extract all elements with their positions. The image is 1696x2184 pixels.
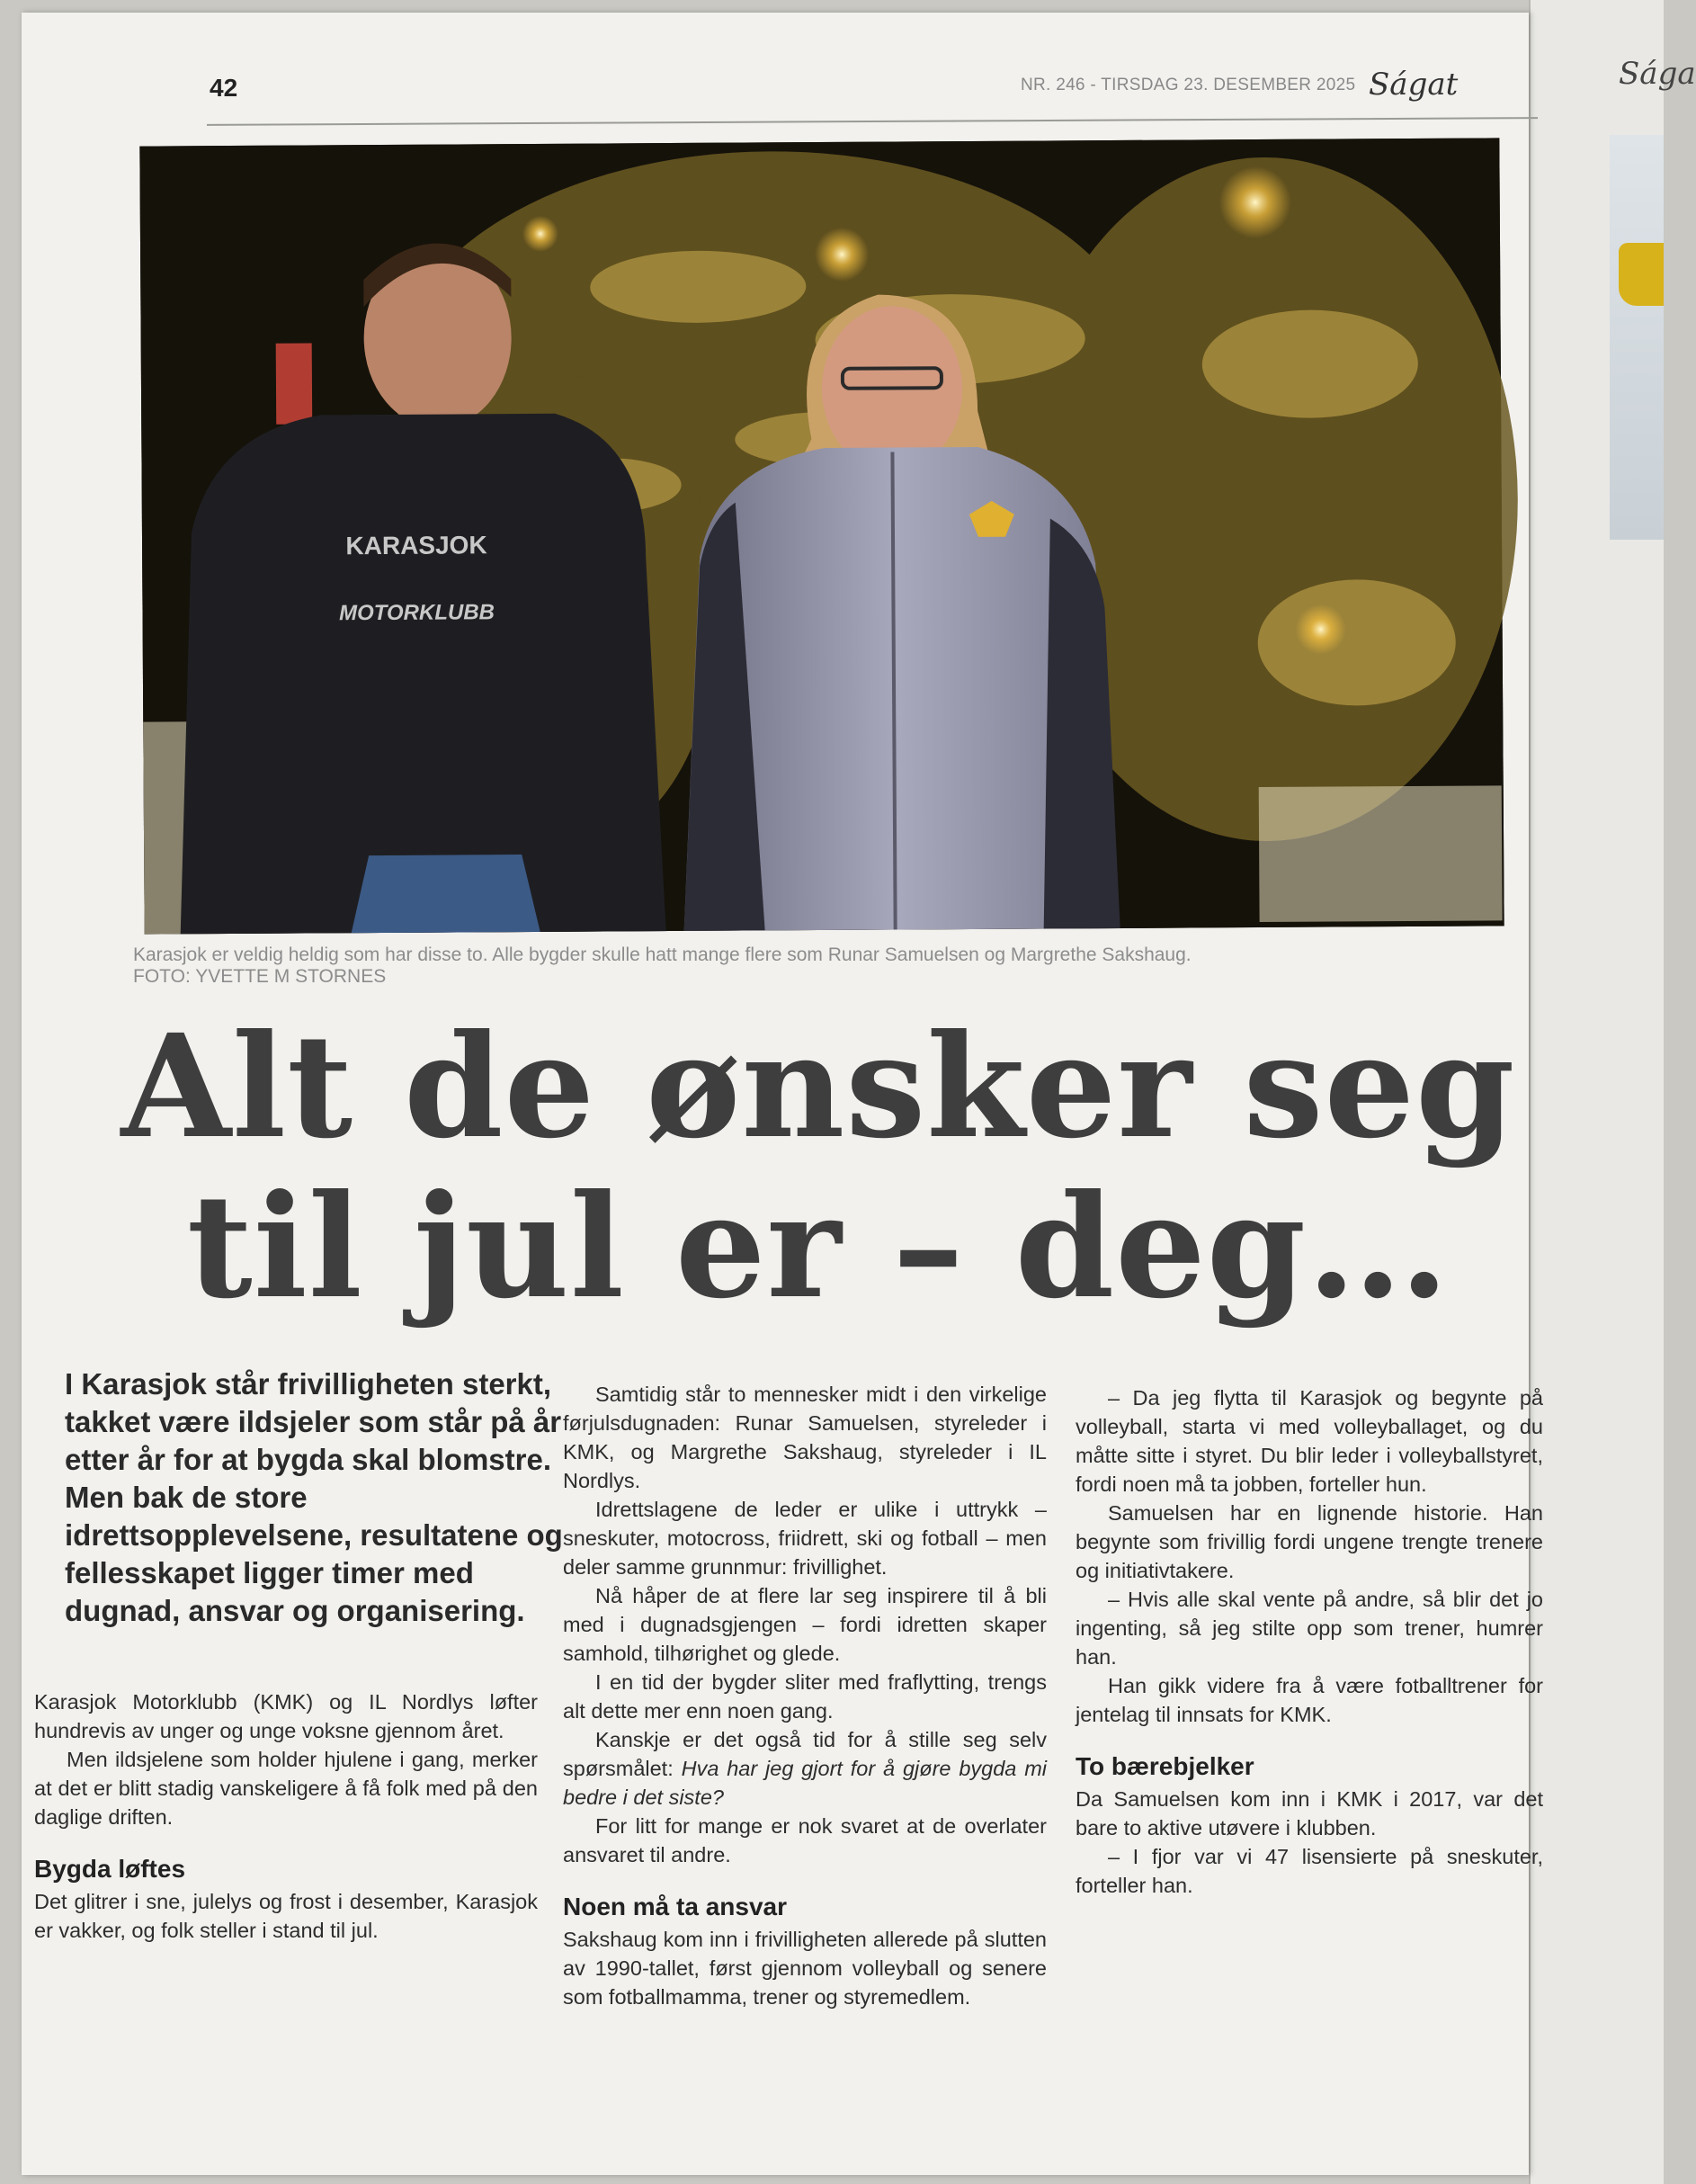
photo-caption	[133, 944, 1192, 988]
article-column-3	[1076, 1383, 1543, 1900]
subheading: To bærebjelker	[1076, 1752, 1254, 1780]
paragraph: – I fjor var vi 47 lisensierte på sneskuter, forteller han.	[1076, 1845, 1543, 1897]
paragraph: Idrettslagene de leder er ulike i uttrykk – sneskuter, motocross, friidrett, ski og fotball – men deler samme grunnmur: frivillighet.	[563, 1498, 1047, 1579]
paragraph: Samtidig står to mennesker midt i den virkelige førjulsdugnaden: Runar Samuelsen, styreleder i KMK, og Margrethe Sakshaug, styreleder i IL Nordlys.	[563, 1383, 1047, 1492]
paragraph: Sakshaug kom inn i frivilligheten allerede på slutten av 1990-tallet, først gjennom volleyball og senere som fotballmamma, trener og styremedlem.	[563, 1928, 1047, 2009]
page-number: 42	[210, 74, 238, 102]
article-column-2	[563, 1380, 1047, 2011]
headline-line-2: til jul er – deg…	[186, 1164, 1451, 1330]
next-page-photo	[1610, 135, 1664, 540]
hoodie-print-motorklubb: MOTORKLUBB	[338, 600, 495, 626]
article-photo	[139, 138, 1504, 934]
subheading: Bygda løftes	[34, 1855, 186, 1883]
photo-credit: FOTO: YVETTE M STORNES	[133, 966, 387, 987]
caption-text: Karasjok er veldig heldig som har disse to. Alle bygder skulle hatt mange flere som Runar Samuelsen og Margrethe Sakshaug.	[133, 944, 1192, 965]
article-column-1	[34, 1687, 538, 1945]
question-italic: Hva har jeg gjort for å gjøre bygda mi bedre i det siste?	[563, 1757, 1047, 1809]
paragraph: Det glitrer i sne, julelys og frost i desember, Karasjok er vakker, og folk steller i stand til jul.	[34, 1890, 538, 1942]
headline-line-1: Alt de ønsker seg	[121, 1004, 1516, 1170]
masthead-logo: Ságat	[1369, 67, 1459, 103]
next-page-edge	[1529, 0, 1696, 2184]
paragraph: I en tid der bygder sliter med fraflytting, trengs alt dette mer enn noen gang.	[563, 1670, 1047, 1723]
article-headline	[90, 1004, 1547, 1330]
paragraph: Da Samuelsen kom inn i KMK i 2017, var det bare to aktive utøvere i klubben.	[1076, 1787, 1543, 1839]
hoodie-print-karasjok: KARASJOK	[345, 531, 487, 560]
question-lead: Kanskje er det også tid for å stille seg selv spørsmålet:	[563, 1728, 1047, 1780]
paragraph: For litt for mange er nok svaret at de overlater ansvaret til andre.	[563, 1814, 1047, 1866]
paragraph: Han gikk videre fra å være fotballtrener for jentelag til innsats for KMK.	[1076, 1674, 1543, 1726]
paragraph: Karasjok Motorklubb (KMK) og IL Nordlys løfter hundrevis av unger og unge voksne gjennom året.	[34, 1690, 538, 1742]
subheading: Noen må ta ansvar	[563, 1893, 787, 1920]
paragraph: Samuelsen har en lignende historie. Han begynte som frivillig fordi ungene trengte trenere og initiativtakere.	[1076, 1501, 1543, 1582]
paragraph: – Da jeg flytta til Karasjok og begynte på volleyball, starta vi med volleyballaget, og du måtte sitte i styret. Du blir leder i volleyballstyret, fordi noen må ta jobben, forteller hun.	[1076, 1386, 1543, 1496]
article-ingress: I Karasjok står frivilligheten sterkt, takket være ildsjeler som står på år etter år for at bygda skal blomstre. Men bak de store idrettsopplevelsene, resultatene og fellesskapet ligger timer med dugnad, ansvar og organisering.	[65, 1367, 563, 1627]
paragraph: Men ildsjelene som holder hjulene i gang, merker at det er blitt stadig vanskeligere å få folk med på den daglige driften.	[34, 1748, 538, 1829]
next-page-masthead: Sága	[1619, 56, 1696, 92]
issue-line: NR. 246 - TIRSDAG 23. DESEMBER 2025	[1021, 76, 1356, 94]
paragraph: Nå håper de at flere lar seg inspirere til å bli med i dugnadsgjengen – fordi idretten skaper samhold, tilhørighet og glede.	[563, 1584, 1047, 1665]
paragraph	[563, 1725, 1047, 1812]
paragraph: – Hvis alle skal vente på andre, så blir det jo ingenting, så jeg stilte opp som trener, humrer han.	[1076, 1588, 1543, 1669]
